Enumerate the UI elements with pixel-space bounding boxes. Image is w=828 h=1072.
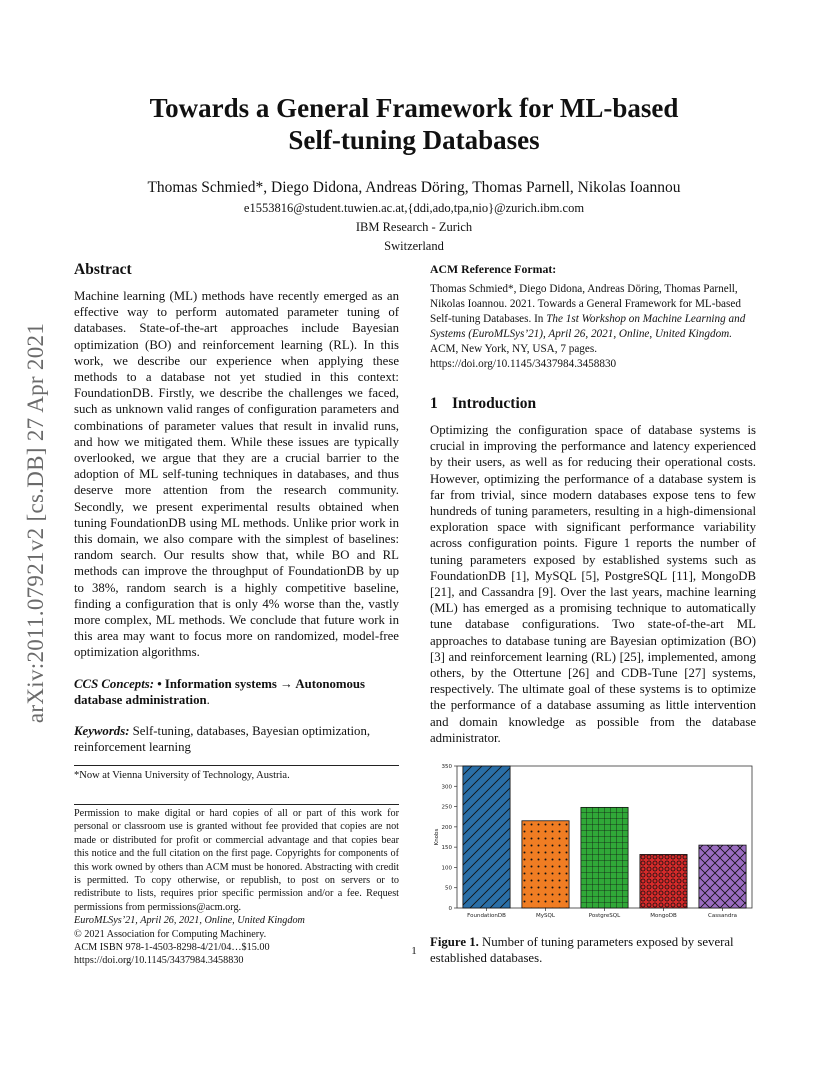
x-tick-label: PostgreSQL — [588, 913, 621, 919]
x-tick-label: FoundationDB — [467, 913, 506, 919]
keywords-label: Keywords: — [74, 724, 130, 739]
doi-line: https://doi.org/10.1145/3437984.3458830 — [74, 955, 244, 967]
ccs-end: . — [206, 692, 210, 707]
author-list: Thomas Schmied*, Diego Didona, Andreas Döring, Thomas Parnell, Nikolas Ioannou — [147, 179, 681, 196]
country: Switzerland — [384, 239, 444, 253]
permission-block — [74, 807, 399, 968]
isbn-line: ACM ISBN 978-1-4503-8298-4/21/04…$15.00 — [74, 942, 270, 954]
permission-text: Permission to make digital or hard copies of all or part of this work for personal or classroom use is granted without fee provided that copies are not made or distributed for profit or commercial advantage and that copies bear this notice and the full citation on the first page. Copyrights for components of this work owned by others than ACM must be honored. Abstracting with credit is permitted. To copy otherwise, or republish, to post on servers or to redistribute to lists, requires prior specific permission and/or a fee. Request permissions from permissions@acm.org. — [74, 808, 399, 913]
bar-hatch-postgresql — [581, 807, 628, 908]
ccs-concepts — [74, 676, 399, 708]
section-number: 1 — [430, 395, 438, 412]
arxiv-label: arXiv:2011.07921v2 [cs.DB] 27 Apr 2021 — [23, 322, 48, 723]
copyright-line: © 2021 Association for Computing Machinery. — [74, 928, 267, 940]
chart-bars — [463, 766, 746, 908]
caption-text: Number of tuning parameters exposed by several established databases. — [430, 935, 734, 966]
acm-reference-text — [430, 282, 756, 372]
title-line-2: Self-tuning Databases — [288, 125, 540, 155]
x-tick-label: MongoDB — [650, 913, 677, 919]
bar-hatch-mysql — [522, 821, 569, 908]
y-axis-label: Knobs — [434, 828, 440, 846]
footnote-rule — [74, 765, 399, 766]
section-title: Introduction — [452, 395, 537, 412]
caption-label: Figure 1. — [430, 935, 479, 949]
y-tick-label: 300 — [441, 784, 452, 791]
bar-hatch-mongodb — [640, 854, 687, 908]
ccs-text: • Information systems → Autonomous database administration — [74, 676, 366, 707]
x-tick-label: Cassandra — [708, 913, 737, 919]
abstract-heading: Abstract — [74, 261, 132, 278]
acm-reference-heading: ACM Reference Format: — [430, 262, 557, 276]
affiliation: IBM Research - Zurich — [355, 220, 473, 234]
y-tick-label: 0 — [448, 906, 452, 912]
y-tick-label: 250 — [441, 804, 452, 811]
introduction-text: Optimizing the configuration space of database systems is crucial in improving the performance and latency experienced by their users, as well as for reducing their operational costs. However, optimizing the performance of a database system is far from trivial, since modern databases expose tens to few hundreds of tuning parameters, resulting in a high-dimensional exploration space with significant performance variability across configuration points. Figure 1 reports the number of tuning parameters exposed by established systems such as FoundationDB [1], MySQL [5], PostgreSQL [11], MongoDB [21], and Cassandra [9]. Over the last years, machine learning (ML) has emerged as a promising technique to automatically tune database configurations. Two state-of-the-art ML approaches to database tuning are Bayesian optimization (BO) [3] and reinforcement learning (RL) [25], implemented, among others, by the Ottertune [26] and CDB-Tune [27] systems, respectively. The ultimate goal of these systems is to optimize the performance of a database assuming as little intervention and domain knowledge as possible from the database administrator. — [430, 423, 756, 745]
ccs-label: CCS Concepts: — [74, 676, 154, 691]
paper-title — [70, 92, 758, 156]
abstract-text: Machine learning (ML) methods have recently emerged as an effective way to perform automated parameter tuning of databases. State-of-the-art approaches include Bayesian optimization (BO) and reinforcement learning (RL). In this work, we describe our experience when applying these methods to a database not yet studied in this context: FoundationDB. Firstly, we describe the challenges we faced, such as unknown valid ranges of configuration parameters and combinations of parameter values that result in invalid runs, and how we mitigated them. While these issues are typically overlooked, we argue that they are a crucial barrier to the adoption of ML self-tuning techniques in databases, and thus deserve more attention from the research community. Secondly, we present experimental results obtained when tuning FoundationDB using ML methods. Unlike prior work in this domain, we also compare with the simplest of baselines: random search. Our results show that, while BO and RL methods can improve the throughput of FoundationDB by up to 38%, random search is a highly competitive baseline, finding a configuration that is only 4% worse than the, vastly more complex, ML methods. We conclude that future work in this area may want to focus more on randomized, model-free optimization algorithms. — [74, 289, 399, 660]
permission-rule — [74, 804, 399, 805]
page-number: 1 — [411, 945, 417, 957]
acm-reference-rest: ACM, New York, NY, USA, 7 pages. https://doi.org/10.1145/3437984.3458830 — [430, 343, 617, 370]
y-tick-label: 200 — [441, 824, 452, 831]
conference-line: EuroMLSys’21, April 26, 2021, Online, United Kingdom — [74, 915, 305, 927]
title-line-1: Towards a General Framework for ML-based — [149, 93, 679, 123]
y-tick-label: 50 — [445, 885, 452, 892]
introduction-heading — [430, 394, 756, 414]
arxiv-stamp — [20, 285, 52, 760]
acm-reference-venue: The 1st Workshop on Machine Learning and Systems (EuroMLSys’21), April 26, 2021, Online, United Kingdom. — [430, 313, 746, 340]
x-tick-label: MySQL — [536, 913, 555, 919]
bar-hatch-foundationdb — [463, 766, 510, 908]
right-column — [430, 262, 756, 746]
footnote: *Now at Vienna University of Technology, Austria. — [74, 770, 290, 781]
left-column — [74, 260, 399, 755]
y-tick-label: 100 — [441, 865, 452, 872]
bar-hatch-cassandra — [699, 845, 746, 908]
keywords — [74, 723, 399, 755]
author-emails: e1553816@student.tuwien.ac.at,{ddi,ado,tpa,nio}@zurich.ibm.com — [243, 201, 585, 215]
acm-reference-authors: Thomas Schmied*, Diego Didona, Andreas Döring, Thomas Parnell, Nikolas Ioannou. 2021. Towards a General Framework for ML-based Self-tuning Databases. In — [430, 283, 741, 325]
keywords-text: Self-tuning, databases, Bayesian optimization, reinforcement learning — [74, 724, 371, 755]
y-tick-label: 150 — [441, 845, 452, 852]
figure-1-bar-chart — [430, 758, 762, 924]
y-tick-label: 350 — [441, 764, 452, 770]
